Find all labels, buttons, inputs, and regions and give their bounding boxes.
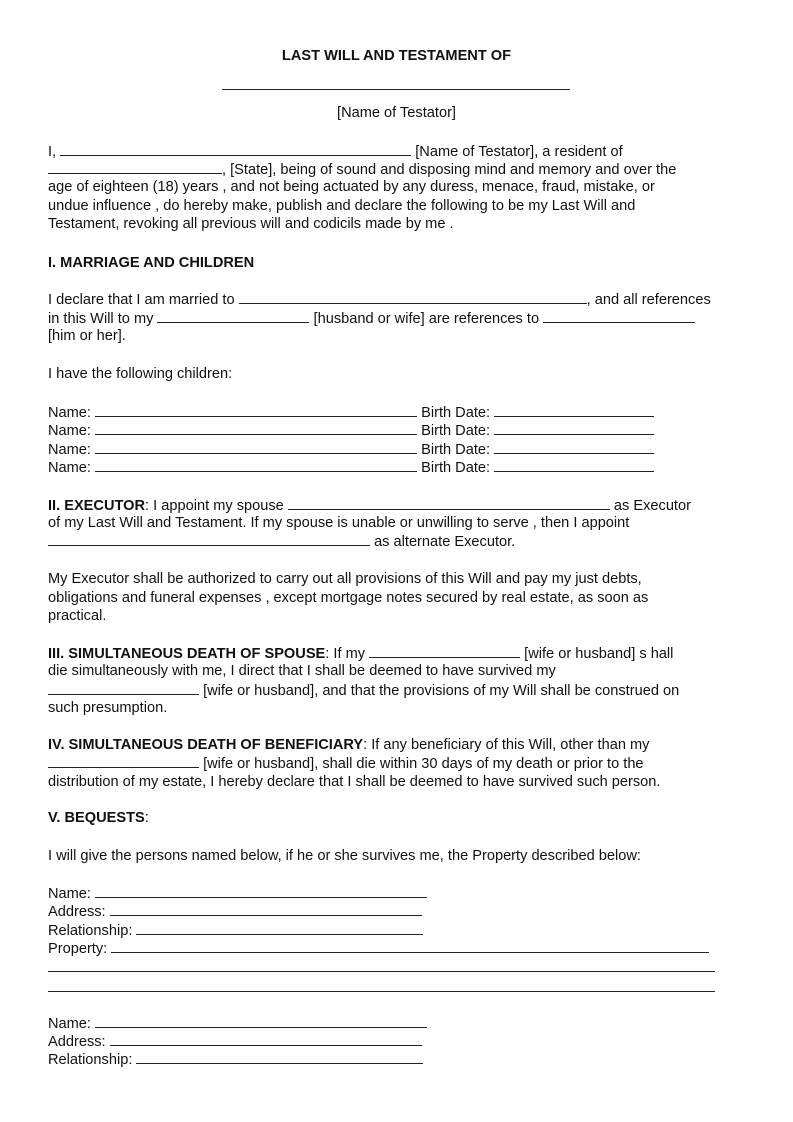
bequest-relationship-row: Relationship: — [48, 921, 423, 939]
child-birthdate-blank[interactable] — [494, 440, 654, 454]
bequest-property-line-3[interactable] — [48, 991, 715, 992]
section-4-heading: IV. SIMULTANEOUS DEATH OF BENEFICIARY — [48, 737, 364, 753]
child-name-blank[interactable] — [95, 440, 417, 454]
beneficiary-death-line-1: IV. SIMULTANEOUS DEATH OF BENEFICIARY: If any beneficiary of this Will, other than my — [48, 737, 650, 753]
bequest-address-row: Address: — [48, 1032, 422, 1050]
executor-name-blank[interactable] — [288, 496, 610, 510]
bequest-relationship-blank[interactable] — [136, 921, 423, 935]
marriage-line-3: [him or her]. — [48, 328, 126, 344]
spouse-death-line-2: die simultaneously with me, I direct that I shall be deemed to have survived my — [48, 663, 556, 679]
spouse-name-blank[interactable] — [239, 290, 587, 304]
spouse-death-line-4: such presumption. — [48, 700, 168, 716]
spouse-death-wife-husband-blank[interactable] — [369, 644, 520, 658]
section-5-heading: V. BEQUESTS — [48, 810, 145, 826]
child-birthdate-blank[interactable] — [494, 421, 654, 435]
executor-powers-line-3: practical. — [48, 608, 107, 624]
bequest-property-line-2[interactable] — [48, 971, 715, 972]
executor-powers-line-1: My Executor shall be authorized to carry out all provisions of this Will and pay my just debts, — [48, 571, 642, 587]
spouse-death-line-1: III. SIMULTANEOUS DEATH OF SPOUSE: If my [wife or husband] s hall — [48, 646, 674, 662]
child-birthdate-blank[interactable] — [494, 403, 654, 417]
child-name-blank[interactable] — [95, 421, 417, 435]
executor-powers-line-2: obligations and funeral expenses , except mortgage notes secured by real estate, as soon as — [48, 590, 649, 606]
section-1-heading: I. MARRIAGE AND CHILDREN — [48, 255, 255, 271]
intro-line-3: age of eighteen (18) years , and not being actuated by any duress, menace, fraud, mistake, or — [48, 179, 655, 195]
executor-line-2: of my Last Will and Testament. If my spouse is unable or unwilling to serve , then I appoint — [48, 515, 630, 531]
bequest-name-row: Name: — [48, 1014, 427, 1032]
bequest-name-row: Name: — [48, 884, 427, 902]
children-intro: I have the following children: — [48, 366, 233, 382]
spouse-death-wife-husband-blank-2[interactable] — [48, 681, 199, 695]
child-row: Name: Birth Date: — [48, 421, 654, 439]
section-3-heading: III. SIMULTANEOUS DEATH OF SPOUSE — [48, 646, 326, 662]
child-row: Name: Birth Date: — [48, 403, 654, 421]
alternate-executor-blank[interactable] — [48, 532, 370, 546]
document-title: LAST WILL AND TESTAMENT OF — [281, 48, 512, 64]
him-or-her-blank[interactable] — [543, 309, 695, 323]
child-row: Name: Birth Date: — [48, 458, 654, 476]
bequest-property-row: Property: — [48, 939, 709, 957]
intro-line-1: I, [Name of Testator], a resident of — [48, 144, 623, 160]
section-5-heading-line: V. BEQUESTS: — [48, 810, 149, 826]
bequest-address-blank[interactable] — [110, 902, 422, 916]
bequest-name-blank[interactable] — [95, 884, 427, 898]
beneficiary-wife-husband-blank[interactable] — [48, 754, 199, 768]
testator-name-line[interactable] — [222, 89, 570, 90]
bequest-address-row: Address: — [48, 902, 422, 920]
child-name-blank[interactable] — [95, 403, 417, 417]
state-blank[interactable] — [48, 160, 222, 174]
beneficiary-death-line-2: [wife or husband], shall die within 30 days of my death or prior to the — [48, 754, 644, 772]
intro-line-4: undue influence , do hereby make, publish and declare the following to be my Last Will and — [48, 198, 636, 214]
beneficiary-death-line-3: distribution of my estate, I hereby declare that I shall be deemed to have survived such person. — [48, 774, 661, 790]
testator-name-blank[interactable] — [60, 142, 411, 156]
bequest-relationship-row: Relationship: — [48, 1050, 423, 1068]
section-2-heading: II. EXECUTOR — [48, 498, 146, 514]
testator-name-caption: [Name of Testator] — [337, 105, 456, 121]
intro-line-5: Testament, revoking all previous will and codicils made by me . — [48, 216, 454, 232]
marriage-line-1: I declare that I am married to , and all references — [48, 292, 711, 308]
child-name-blank[interactable] — [95, 458, 417, 472]
executor-line-3: as alternate Executor. — [48, 532, 515, 550]
child-birthdate-blank[interactable] — [494, 458, 654, 472]
marriage-line-2: in this Will to my [husband or wife] are references to — [48, 309, 695, 327]
husband-or-wife-blank[interactable] — [157, 309, 309, 323]
executor-line-1: II. EXECUTOR: I appoint my spouse as Executor — [48, 498, 691, 514]
spouse-death-line-3: [wife or husband], and that the provisions of my Will shall be construed on — [48, 681, 679, 699]
intro-line-2: , [State], being of sound and disposing mind and memory and over the — [48, 160, 676, 178]
bequests-intro: I will give the persons named below, if he or she survives me, the Property described below: — [48, 848, 641, 864]
bequest-relationship-blank[interactable] — [136, 1050, 423, 1064]
bequest-address-blank[interactable] — [110, 1032, 422, 1046]
child-row: Name: Birth Date: — [48, 440, 654, 458]
bequest-property-blank[interactable] — [111, 939, 709, 953]
bequest-name-blank[interactable] — [95, 1014, 427, 1028]
